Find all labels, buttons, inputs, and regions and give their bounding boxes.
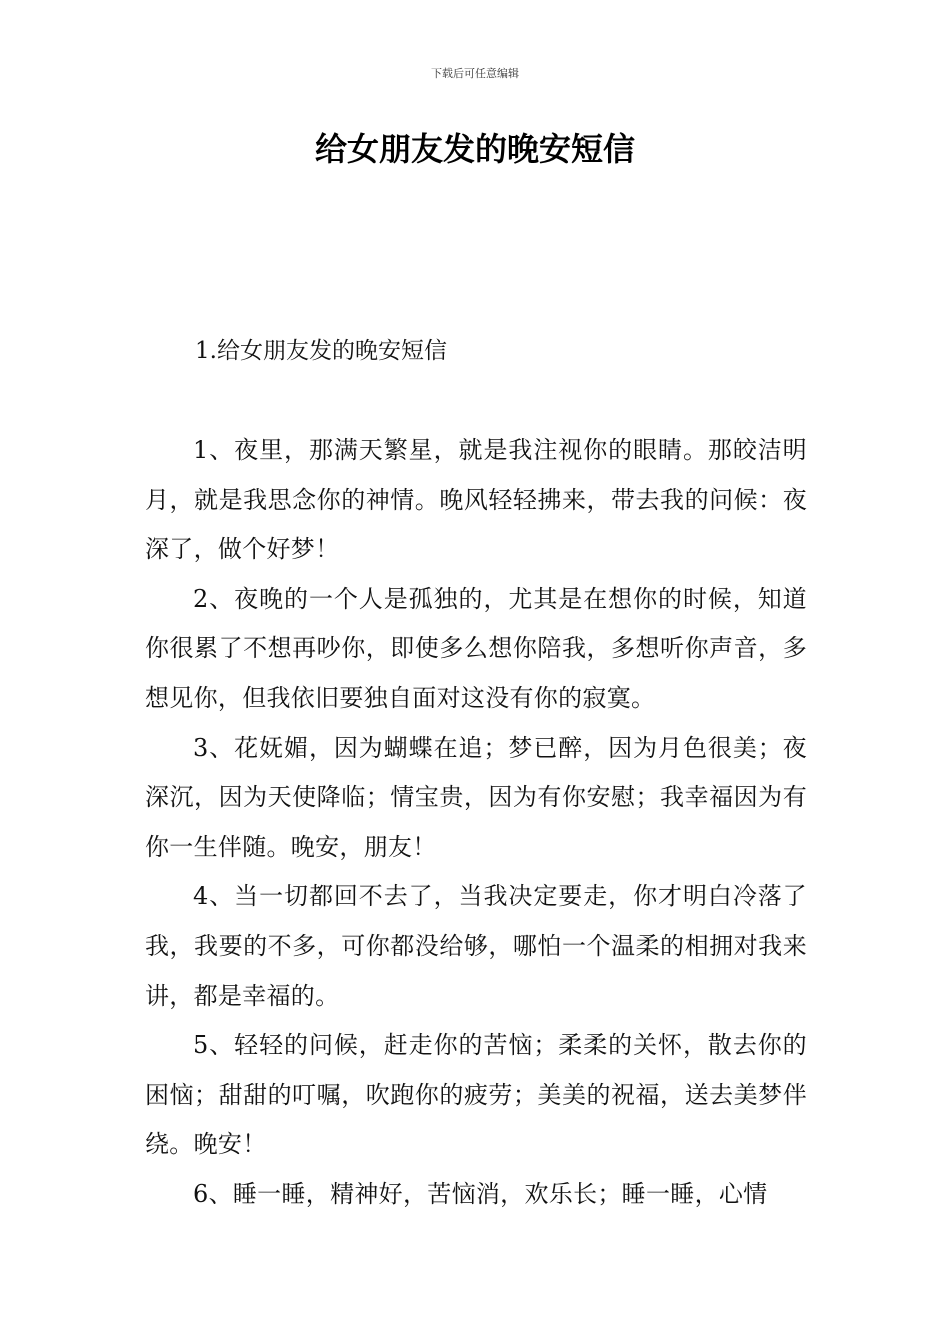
- paragraph-4: 4、当一切都回不去了，当我决定要走，你才明白冷落了我，我要的不多，可你都没给够，哪怕一个温柔的相拥对我来讲，都是幸福的。: [145, 882, 807, 1010]
- header-note: 下载后可任意编辑: [431, 67, 519, 80]
- document-body: [145, 426, 807, 1226]
- paragraph-1: 1、夜里，那满天繁星，就是我注视你的眼睛。那皎洁明月，就是我思念你的神情。晚风轻轻拂来，带去我的问候：夜深了，做个好梦！: [145, 436, 807, 564]
- document-title: 给女朋友发的晚安短信: [314, 130, 635, 168]
- paragraph-3: 3、花妩媚，因为蝴蝶在追；梦已醉，因为月色很美；夜深沉，因为天使降临；情宝贵，因为有你安慰；我幸福因为有你一生伴随。晚安，朋友！: [145, 733, 807, 861]
- paragraph-5: 5、轻轻的问候，赶走你的苦恼；柔柔的关怀，散去你的困恼；甜甜的叮嘱，吹跑你的疲劳；美美的祝福，送去美梦伴绕。晚安！: [145, 1031, 807, 1159]
- section-heading: 1.给女朋友发的晚安短信: [195, 338, 447, 364]
- paragraph-6: 6、睡一睡，精神好，苦恼消，欢乐长；睡一睡，心情: [193, 1179, 768, 1208]
- paragraph-2: 2、夜晚的一个人是孤独的，尤其是在想你的时候，知道你很累了不想再吵你，即使多么想你陪我，多想听你声音，多想见你，但我依旧要独自面对这没有你的寂寞。: [145, 584, 807, 712]
